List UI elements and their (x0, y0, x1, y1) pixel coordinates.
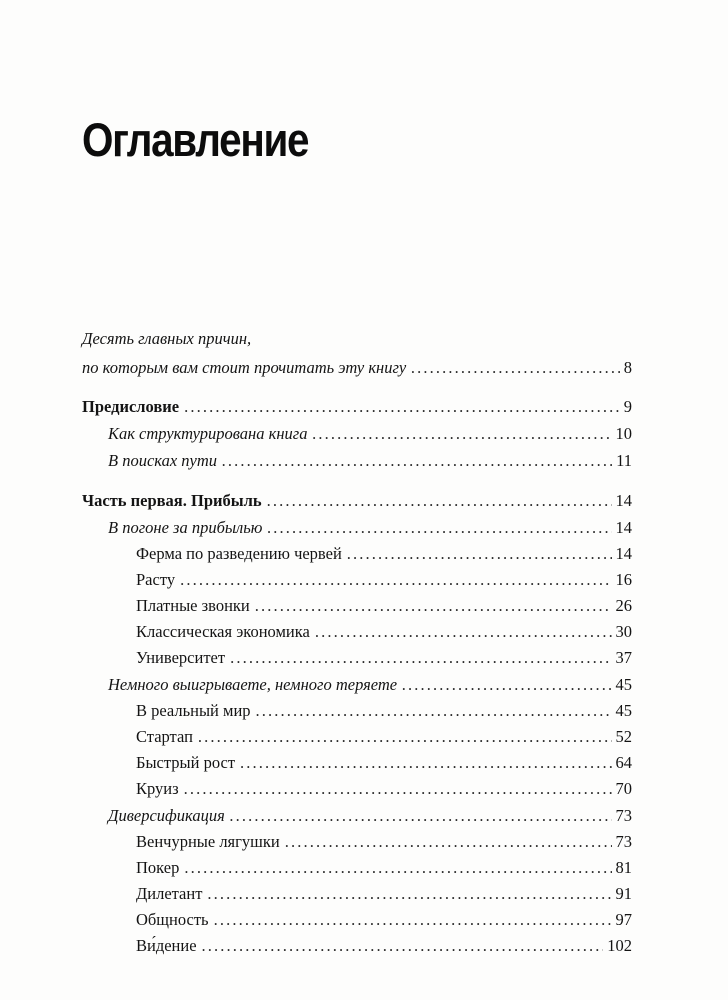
dot-leader (207, 883, 611, 905)
dot-leader (214, 909, 612, 931)
toc-entry-page: 11 (616, 451, 632, 470)
toc-intro-line-1: Десять главных причин, (82, 329, 252, 348)
dot-leader (267, 517, 611, 539)
toc-entry-page: 9 (623, 397, 632, 416)
toc-entry-page: 64 (615, 753, 632, 772)
toc-entry-label: Классическая экономика (136, 622, 310, 641)
dot-leader (411, 357, 620, 379)
toc-entry-worm-farm[interactable] (136, 543, 632, 565)
dot-leader (256, 700, 612, 722)
toc-entry-label: Диверсификация (108, 806, 225, 825)
toc-entry-label: В погоне за прибылью (108, 518, 263, 537)
toc-entry-page: 102 (607, 936, 632, 955)
dot-leader (347, 543, 612, 565)
dot-leader (202, 935, 604, 957)
toc-entry-page: 73 (615, 832, 632, 851)
toc-entry-classical-economics[interactable] (136, 621, 632, 643)
toc-entry-fast-growth[interactable] (136, 752, 632, 774)
toc-entry-chasing-profit[interactable] (108, 517, 632, 539)
dot-leader (230, 647, 611, 669)
toc-entry-win-some-lose-some[interactable] (108, 674, 632, 696)
dot-leader (184, 778, 612, 800)
toc-entry-label: Расту (136, 570, 176, 589)
toc-entry-label: Платные звонки (136, 596, 250, 615)
toc-entry-real-world[interactable] (136, 700, 632, 722)
toc-entry-label: Немного выигрываете, немного теряете (108, 675, 398, 694)
toc-entry-page: 14 (615, 518, 632, 537)
toc-entry-label: Ви́дение (136, 936, 197, 955)
toc-entry-cruise[interactable] (136, 778, 632, 800)
dot-leader (230, 805, 612, 827)
toc-entry-poker[interactable] (136, 857, 632, 879)
toc-entry-diversification[interactable] (108, 805, 632, 827)
toc-entry-vision[interactable] (136, 935, 632, 957)
dot-leader (184, 857, 611, 879)
toc-entry-page: 73 (615, 806, 632, 825)
toc-entry-page: 97 (615, 910, 632, 929)
toc-entry-label: Венчурные лягушки (136, 832, 280, 851)
toc-entry-label: Покер (136, 858, 180, 877)
toc-entry-label: Университет (136, 648, 226, 667)
toc-entry-page: 16 (615, 570, 632, 589)
dot-leader (198, 726, 612, 748)
toc-entry-label: В поисках пути (108, 451, 218, 470)
toc-entry-label: Дилетант (136, 884, 203, 903)
toc-entry-page: 8 (623, 358, 632, 377)
dot-leader (267, 490, 612, 512)
toc-entry-page: 91 (615, 884, 632, 903)
toc-entry-page: 70 (615, 779, 632, 798)
toc-entry-page: 14 (615, 491, 632, 510)
dot-leader (222, 450, 612, 472)
toc-entry-page: 81 (615, 858, 632, 877)
toc-entry-label: Круиз (136, 779, 179, 798)
dot-leader (240, 752, 611, 774)
toc-entry-page: 14 (615, 544, 632, 563)
toc-entry-university[interactable] (136, 647, 632, 669)
toc-entry-page: 30 (615, 622, 632, 641)
dot-leader (285, 831, 612, 853)
toc-entry-page: 52 (615, 727, 632, 746)
page-title: Оглавление (82, 113, 309, 166)
toc-entry-label: Быстрый рост (136, 753, 236, 772)
toc-entry-page: 45 (615, 701, 632, 720)
toc-entry-page: 10 (615, 424, 632, 443)
toc-entry-label: Ферма по разведению червей (136, 544, 342, 563)
toc-entry-label: Часть первая. Прибыль (82, 491, 262, 510)
toc-entry-label: Общность (136, 910, 209, 929)
toc-entry-searching-path[interactable] (108, 450, 632, 472)
dot-leader (255, 595, 612, 617)
toc-entry-label: по которым вам стоит прочитать эту книгу (82, 358, 407, 377)
toc-entry-growing[interactable] (136, 569, 632, 591)
toc-entry-label: В реальный мир (136, 701, 251, 720)
toc-entry-page: 45 (615, 675, 632, 694)
dot-leader (402, 674, 611, 696)
dot-leader (312, 423, 611, 445)
toc-entry-startup[interactable] (136, 726, 632, 748)
dot-leader (180, 569, 611, 591)
toc-entry-how-structured[interactable] (108, 423, 632, 445)
dot-leader (315, 621, 612, 643)
toc-entry-part-one[interactable] (82, 490, 632, 512)
toc-entry-label: Предисловие (82, 397, 180, 416)
toc-entry-page: 37 (615, 648, 632, 667)
toc-entry-label: Как структурирована книга (108, 424, 308, 443)
toc-entry-preface[interactable] (82, 396, 632, 418)
toc-entry-amateur[interactable] (136, 883, 632, 905)
toc-entry-intro[interactable] (82, 357, 632, 379)
toc-entry-page: 26 (615, 596, 632, 615)
toc-entry-paid-calls[interactable] (136, 595, 632, 617)
dot-leader (184, 396, 620, 418)
toc-entry-venture-frogs[interactable] (136, 831, 632, 853)
toc-entry-community[interactable] (136, 909, 632, 931)
toc-entry-label: Стартап (136, 727, 193, 746)
